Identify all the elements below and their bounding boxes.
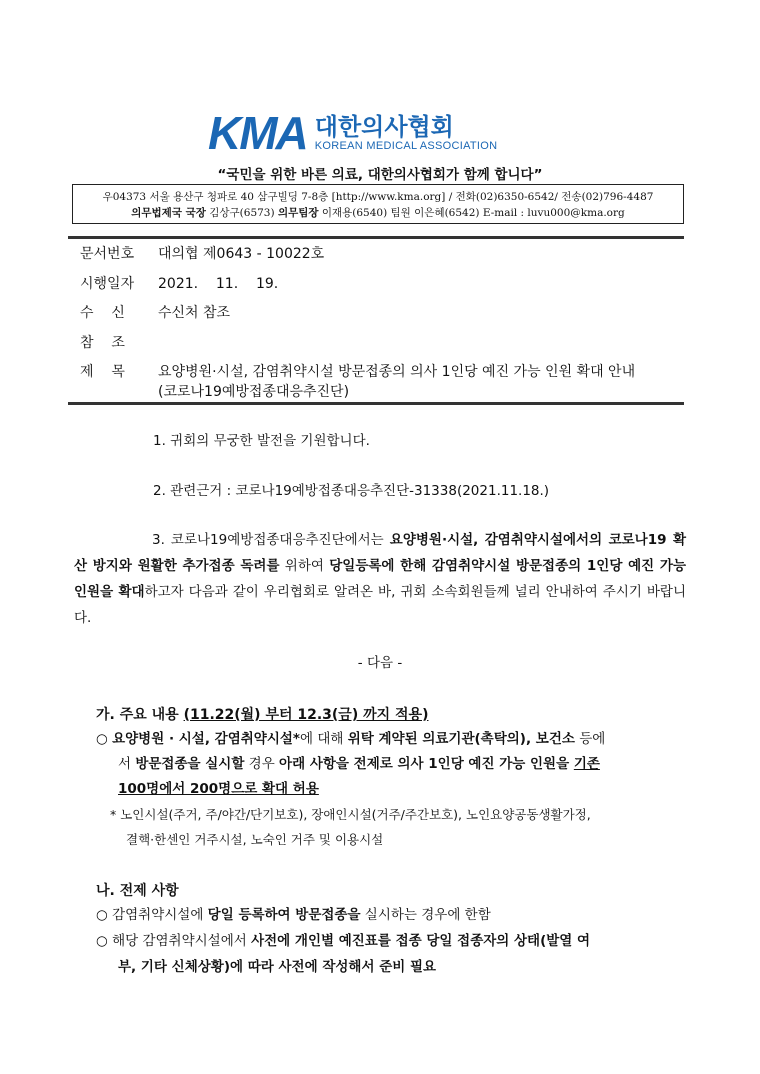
- section-b-bullet-2-line-2: [118, 955, 436, 980]
- p3-part-c: 위하여: [279, 558, 330, 574]
- a-b1-part-c: 위탁 계약된 의료기관(촉탁의), 보건소: [347, 731, 575, 747]
- doc-number-label: 문서번호: [80, 246, 135, 262]
- a-b1-part-f: 방문접종을 실시할: [135, 756, 245, 772]
- a-b1-part-j: 100명에서 200명으로 확대 허용: [118, 781, 319, 797]
- b-b2-part-b: 사전에 개인별 예진표를 접종 당일 접종자의 상태(발열 여: [251, 933, 591, 949]
- section-a-bullet-line-1: [96, 727, 696, 752]
- p3-part-a: 3. 코로나19예방접종대응추진단에서는: [152, 532, 390, 548]
- contact-label-2: 의무팀장: [277, 207, 319, 219]
- circle-bullet-icon: ○: [96, 933, 113, 949]
- subject-line-2: (코로나19예방접종대응추진단): [158, 384, 350, 400]
- section-b-bullet-2-line-1: [96, 929, 590, 954]
- b-b2-part-a: 해당 감염취약시설에서: [112, 933, 252, 949]
- doc-number: 대의협 제0643 - 10022호: [158, 246, 325, 262]
- section-b-bullet-1: [96, 903, 491, 928]
- circle-bullet-icon: ○: [96, 731, 113, 747]
- a-b1-part-b: 에 대해: [300, 731, 348, 747]
- kma-logo: [208, 107, 498, 159]
- section-a-title-text: 가. 주요 내용: [96, 707, 184, 723]
- facility-note-line-1: * 노인시설(주거, 주/야간/단기보호), 장애인시설(거주/주간보호), 노인요양공동생활가정,: [110, 807, 591, 822]
- date-value: 2021. 11. 19.: [158, 276, 279, 292]
- date-label: 시행일자: [80, 276, 135, 292]
- doc-number-row: [80, 244, 325, 264]
- recipient-row: [80, 303, 231, 323]
- p3-part-d: 당일등록에 한해 감염취약시설 방문접종의 1인당 예진 가능인원을 확대: [74, 558, 686, 600]
- contact-rest: 이재용(6540) 팀원 이은혜(6542) E-mail : luvu000@kma.org: [318, 207, 625, 219]
- paragraph-1: 1. 귀회의 무궁한 발전을 기원합니다.: [153, 433, 370, 449]
- kma-logo-english: KOREAN MEDICAL ASSOCIATION: [314, 139, 498, 152]
- paragraph-2: 2. 관련근거 : 코로나19예방접종대응추진단-31338(2021.11.18.): [153, 483, 550, 499]
- date-row: [80, 274, 279, 294]
- subject-row: [80, 362, 636, 400]
- section-a-bullet-line-2: [118, 752, 698, 777]
- a-b1-part-d: 등에: [574, 731, 606, 747]
- subject-line-1: 요양병원·시설, 감염취약시설 방문접종의 의사 1인당 예진 가능 인원 확대 안내: [158, 364, 636, 380]
- header-rule-bottom: [68, 402, 684, 405]
- subject-label: 제 목: [80, 364, 125, 380]
- section-a-title: [96, 704, 428, 724]
- p3-part-b: 요양병원·시설, 감염취약시설에서의 코로나19 확산 방지와 원활한 추가접종 독려를: [74, 532, 686, 574]
- a-b1-part-e: 서: [118, 756, 136, 772]
- header-rule-top: [68, 236, 684, 239]
- a-b1-part-g: 경우: [244, 756, 280, 772]
- kma-logo-mark: KMA: [208, 107, 307, 159]
- section-a-period: (11.22(월) 부터 12.3(금) 까지 적용): [183, 707, 429, 723]
- section-a-bullet-line-3: [118, 777, 319, 802]
- circle-bullet-icon: ○: [96, 907, 113, 923]
- kma-logo-korean: 대한의사협회: [314, 112, 454, 141]
- contact-line-2: [73, 205, 683, 221]
- contact-box: [72, 184, 684, 224]
- contact-label-1: 의무법제국 국장: [131, 207, 206, 219]
- b-b1-part-b: 당일 등록하여 방문접종을: [207, 907, 361, 923]
- paragraph-3: [74, 527, 686, 631]
- a-b1-part-i: 기존: [573, 756, 600, 772]
- contact-name-1: 김상구(6573): [205, 207, 278, 219]
- slogan: “국민을 위한 바른 의료, 대한의사협회가 함께 합니다”: [217, 167, 543, 183]
- facility-note-line-2: 결핵·한센인 거주시설, 노숙인 거주 및 이용시설: [126, 832, 384, 847]
- section-b-title: 나. 전제 사항: [96, 883, 179, 899]
- recipient-value: 수신처 참조: [158, 305, 231, 321]
- b-b1-part-c: 실시하는 경우에 한함: [360, 907, 491, 923]
- reference-label: 참 조: [80, 335, 125, 351]
- a-b1-part-a: 요양병원 · 시설, 감염취약시설*: [112, 731, 300, 747]
- contact-line-1: 우04373 서울 용산구 청파로 40 삼구빌딩 7-8층 [http://www.kma.org] / 전화(02)6350-6542/ 전송(02)796-4487: [102, 191, 654, 203]
- reference-row: [80, 333, 154, 353]
- kma-logo-text: [315, 114, 498, 153]
- recipient-label: 수 신: [80, 305, 125, 321]
- b-b1-part-a: 감염취약시설에: [112, 907, 208, 923]
- a-b1-part-h: 아래 사항을 전제로 의사 1인당 예진 가능 인원을: [279, 756, 574, 772]
- p3-part-e: 하고자 다음과 같이 우리협회로 알려온 바, 귀회 소속회원들께 널리 안내하여 주시기 바랍니다.: [74, 584, 686, 626]
- next-heading: - 다음 -: [357, 655, 403, 671]
- b-b2-part-c: 부, 기타 신체상황)에 따라 사전에 작성해서 준비 필요: [118, 959, 437, 975]
